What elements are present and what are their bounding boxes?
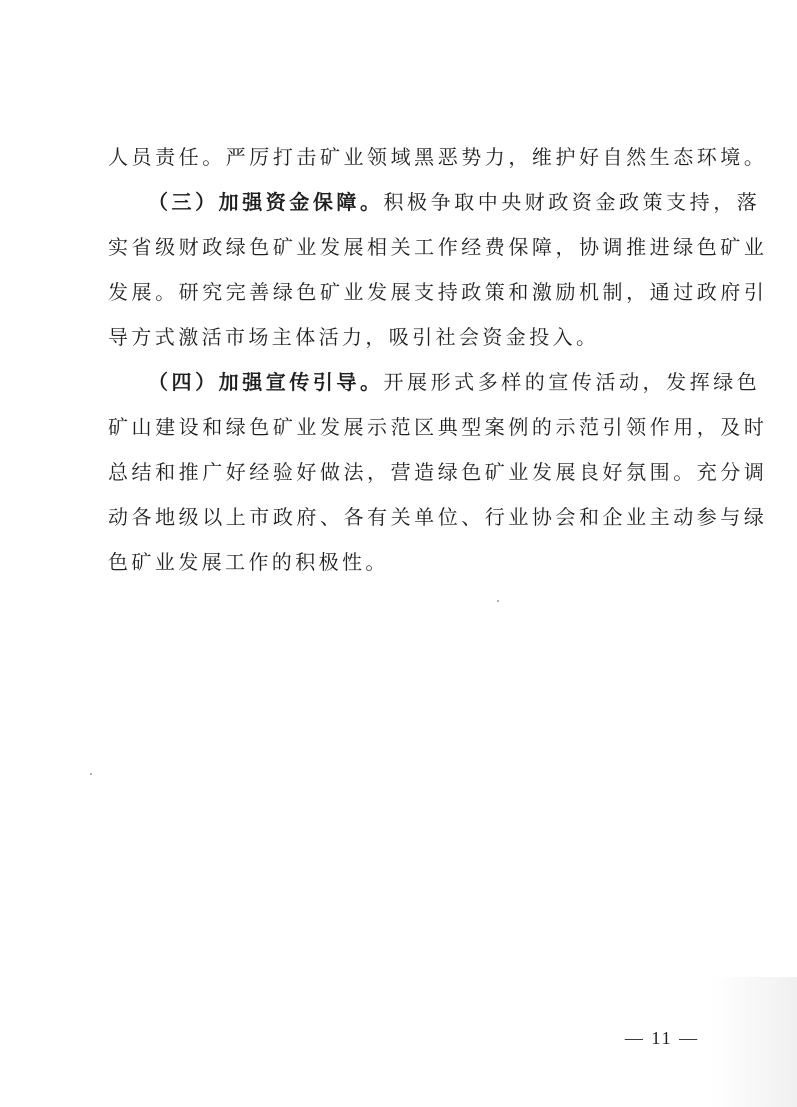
- body-line-7: 动各地级以上市政府、各有关单位、行业协会和企业主动参与绿: [108, 505, 768, 529]
- section-three-first-line: [148, 182, 761, 222]
- section-three-heading: （三）加强资金保障。: [148, 190, 384, 214]
- scan-dot: [90, 773, 92, 775]
- body-line-5: 矿山建设和绿色矿业发展示范区典型案例的示范引领作用，及时: [108, 415, 768, 439]
- scan-dot: [497, 600, 499, 602]
- section-four-first-line: [148, 362, 761, 402]
- body-line-8: 色矿业发展工作的积极性。: [108, 550, 389, 574]
- body-line-2: 实省级财政绿色矿业发展相关工作经费保障，协调推进绿色矿业: [108, 235, 768, 259]
- body-line-6: 总结和推广好经验好做法，营造绿色矿业发展良好氛围。充分调: [108, 460, 768, 484]
- section-four-text: 开展形式多样的宣传活动，发挥绿色: [383, 370, 761, 394]
- section-three-text: 积极争取中央财政资金政策支持，落: [383, 190, 761, 214]
- section-four-heading: （四）加强宣传引导。: [148, 370, 384, 394]
- body-line-4: 导方式激活市场主体活力，吸引社会资金投入。: [108, 325, 600, 349]
- body-line-1: 人员责任。严厉打击矿业领域黑恶势力，维护好自然生态环境。: [108, 145, 768, 169]
- page-number: — 11 —: [624, 1028, 700, 1048]
- body-line-3: 发展。研究完善绿色矿业发展支持政策和激励机制，通过政府引: [108, 280, 768, 304]
- scan-edge-shadow: [711, 977, 797, 1107]
